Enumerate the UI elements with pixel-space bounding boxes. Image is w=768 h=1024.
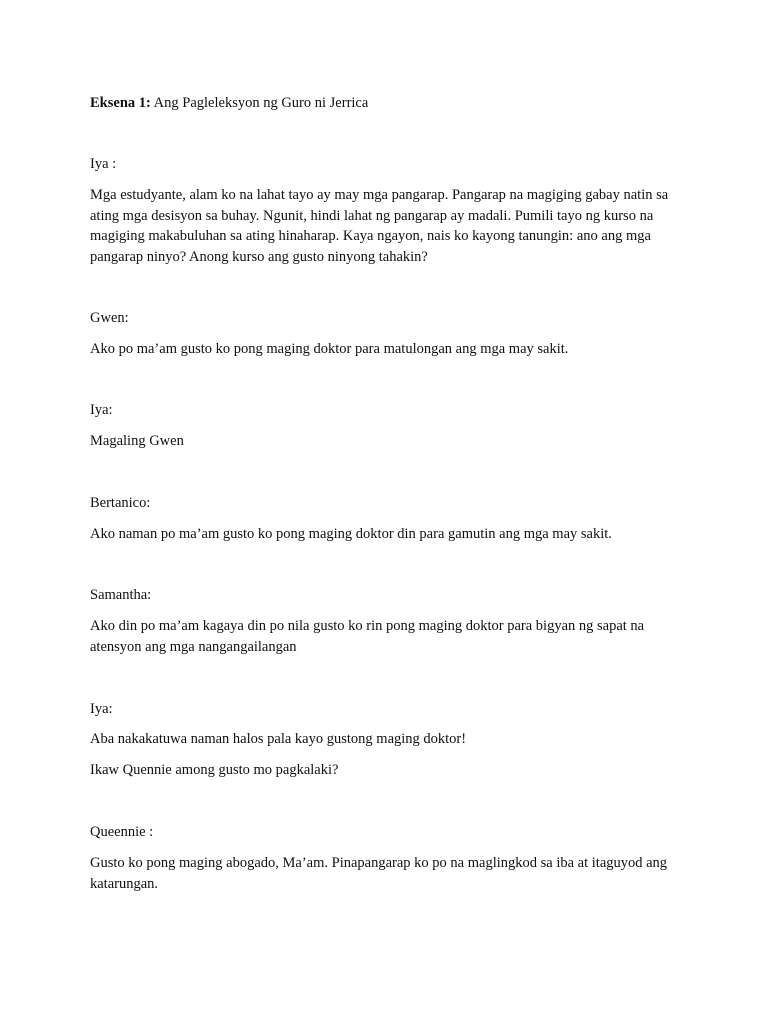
- scene-heading: [90, 93, 680, 114]
- speaker-name: Gwen:: [90, 310, 129, 326]
- speaker-name: Queennie :: [90, 824, 154, 840]
- dialogue-line: Ako po ma’am gusto ko pong maging doktor para matulongan ang mga may sakit.: [90, 341, 569, 357]
- speaker-name: Iya :: [90, 156, 117, 172]
- dialogue-line: Aba nakakatuwa naman halos pala kayo gustong maging doktor!: [90, 731, 467, 747]
- dialogue-line: Ako din po ma’am kagaya din po nila gusto ko rin pong maging doktor para bigyan ng sapat na atensyon ang mga nangangailangan: [90, 618, 645, 655]
- speaker-name: Iya:: [90, 701, 113, 717]
- dialogue-line: Ako naman po ma’am gusto ko pong maging doktor din para gamutin ang mga may sakit.: [90, 526, 612, 542]
- dialogue-line: Ikaw Quennie among gusto mo pagkalaki?: [90, 762, 339, 778]
- speaker-name: Bertanico:: [90, 495, 151, 511]
- dialogue-line: Gusto ko pong maging abogado, Ma’am. Pinapangarap ko po na maglingkod sa iba at itaguyod ang katarungan.: [90, 855, 668, 892]
- dialogue-line: Mga estudyante, alam ko na lahat tayo ay may mga pangarap. Pangarap na magiging gabay natin sa ating mga desisyon sa buhay. Ngunit, hindi lahat ng pangarap ay madali. Pumili tayo ng kurso na magiging makabuluhan sa ating hinaharap. Kaya ngayon, nais ko kayong tanungin: ano ang mga pangarap ninyo? Anong kurso ang gusto ninyong tahakin?: [90, 187, 669, 265]
- speaker-name: Iya:: [90, 402, 113, 418]
- dialogue-line: Magaling Gwen: [90, 433, 184, 449]
- scene-label: Eksena 1:: [90, 95, 151, 111]
- speaker-name: Samantha:: [90, 587, 152, 603]
- scene-title: Ang Pagleleksyon ng Guro ni Jerrica: [153, 95, 369, 111]
